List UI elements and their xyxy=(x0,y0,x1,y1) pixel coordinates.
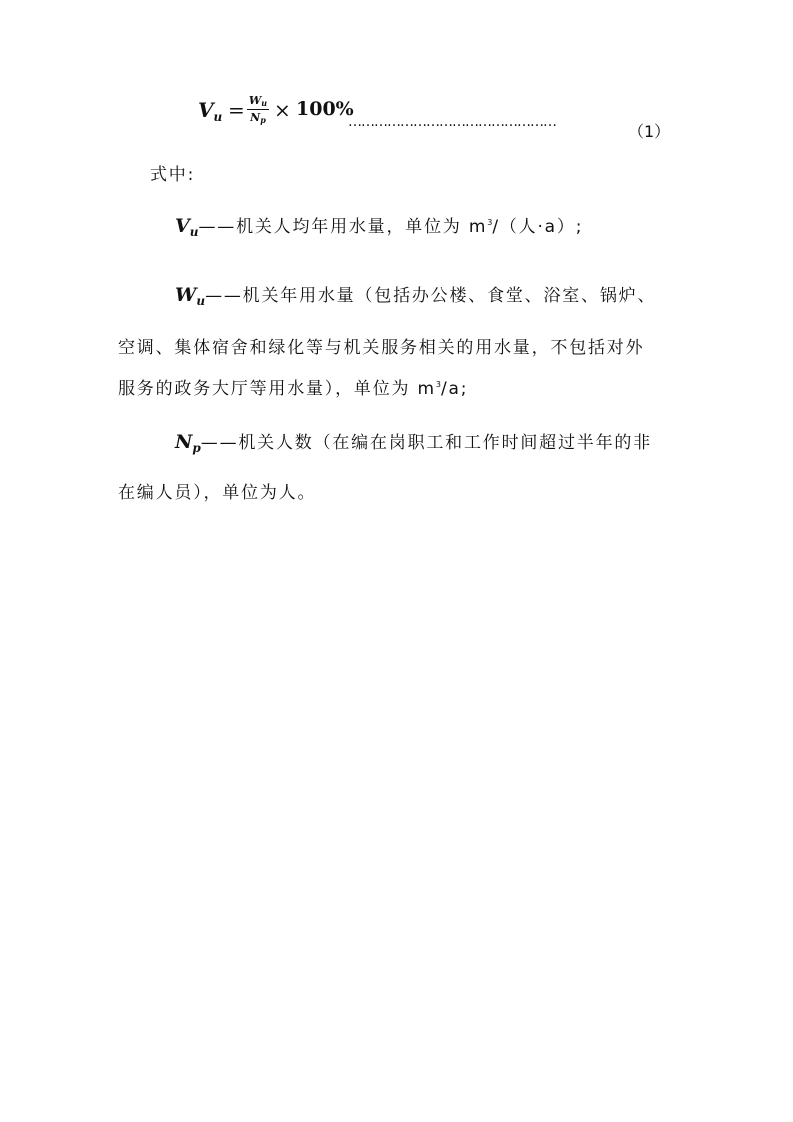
formula-leader-dots: ………………………………………… xyxy=(348,114,556,130)
definition-wu-var-sub: u xyxy=(196,294,206,308)
definition-vu-unit-tail: /（人·a）; xyxy=(492,217,584,237)
definition-np-var-main: N xyxy=(175,431,193,453)
definition-np-var-sub: p xyxy=(192,441,201,455)
denominator-sub: p xyxy=(260,115,266,125)
formula-lhs-sub: u xyxy=(213,110,223,124)
definition-np-variable xyxy=(175,431,201,453)
numerator-main: W xyxy=(248,94,262,107)
definition-wu-text-3: 服务的政务大厅等用水量），单位为 m xyxy=(118,379,436,399)
definition-np-line1 xyxy=(175,428,652,455)
formula-times: × xyxy=(274,98,291,122)
definition-vu-var-sub: u xyxy=(189,225,199,239)
definition-vu xyxy=(175,212,583,239)
formula-fraction xyxy=(247,94,269,125)
equation-number: （1） xyxy=(628,122,671,141)
fraction-bar xyxy=(247,109,269,110)
definition-np-text-1: ——机关人数（在编在岗职工和工作时间超过半年的非 xyxy=(200,433,652,453)
fraction-denominator xyxy=(247,111,269,125)
formula-equals: = xyxy=(228,98,245,122)
definition-vu-var-main: V xyxy=(175,215,190,237)
definition-wu-superscript: 3 xyxy=(435,380,441,389)
definition-wu-variable xyxy=(175,284,205,306)
definition-wu-line2: 空调、集体宿舍和绿化等与机关服务相关的用水量，不包括对外 xyxy=(118,338,645,358)
numerator-sub: u xyxy=(261,98,268,108)
formula-lhs-main: V xyxy=(198,98,214,122)
denominator-main: N xyxy=(250,111,261,124)
definition-wu-text-1: ——机关年用水量（包括办公楼、食堂、浴室、锅炉、 xyxy=(205,286,657,306)
where-label: 式中: xyxy=(150,165,196,185)
definition-wu-line1 xyxy=(175,281,656,308)
definition-wu-line3 xyxy=(118,374,468,399)
definition-vu-text: ——机关人均年用水量，单位为 m xyxy=(198,217,488,237)
formula-lhs xyxy=(198,98,222,124)
formula xyxy=(198,92,678,142)
fraction-numerator xyxy=(247,94,269,108)
formula-percent: 100% xyxy=(296,98,354,120)
definition-vu-superscript: 3 xyxy=(487,218,493,227)
definition-wu-unit-tail: /a; xyxy=(440,379,469,399)
definition-wu-var-main: W xyxy=(175,284,197,306)
definition-vu-variable xyxy=(175,215,198,237)
definition-np-line2: 在编人员），单位为人。 xyxy=(118,483,317,503)
